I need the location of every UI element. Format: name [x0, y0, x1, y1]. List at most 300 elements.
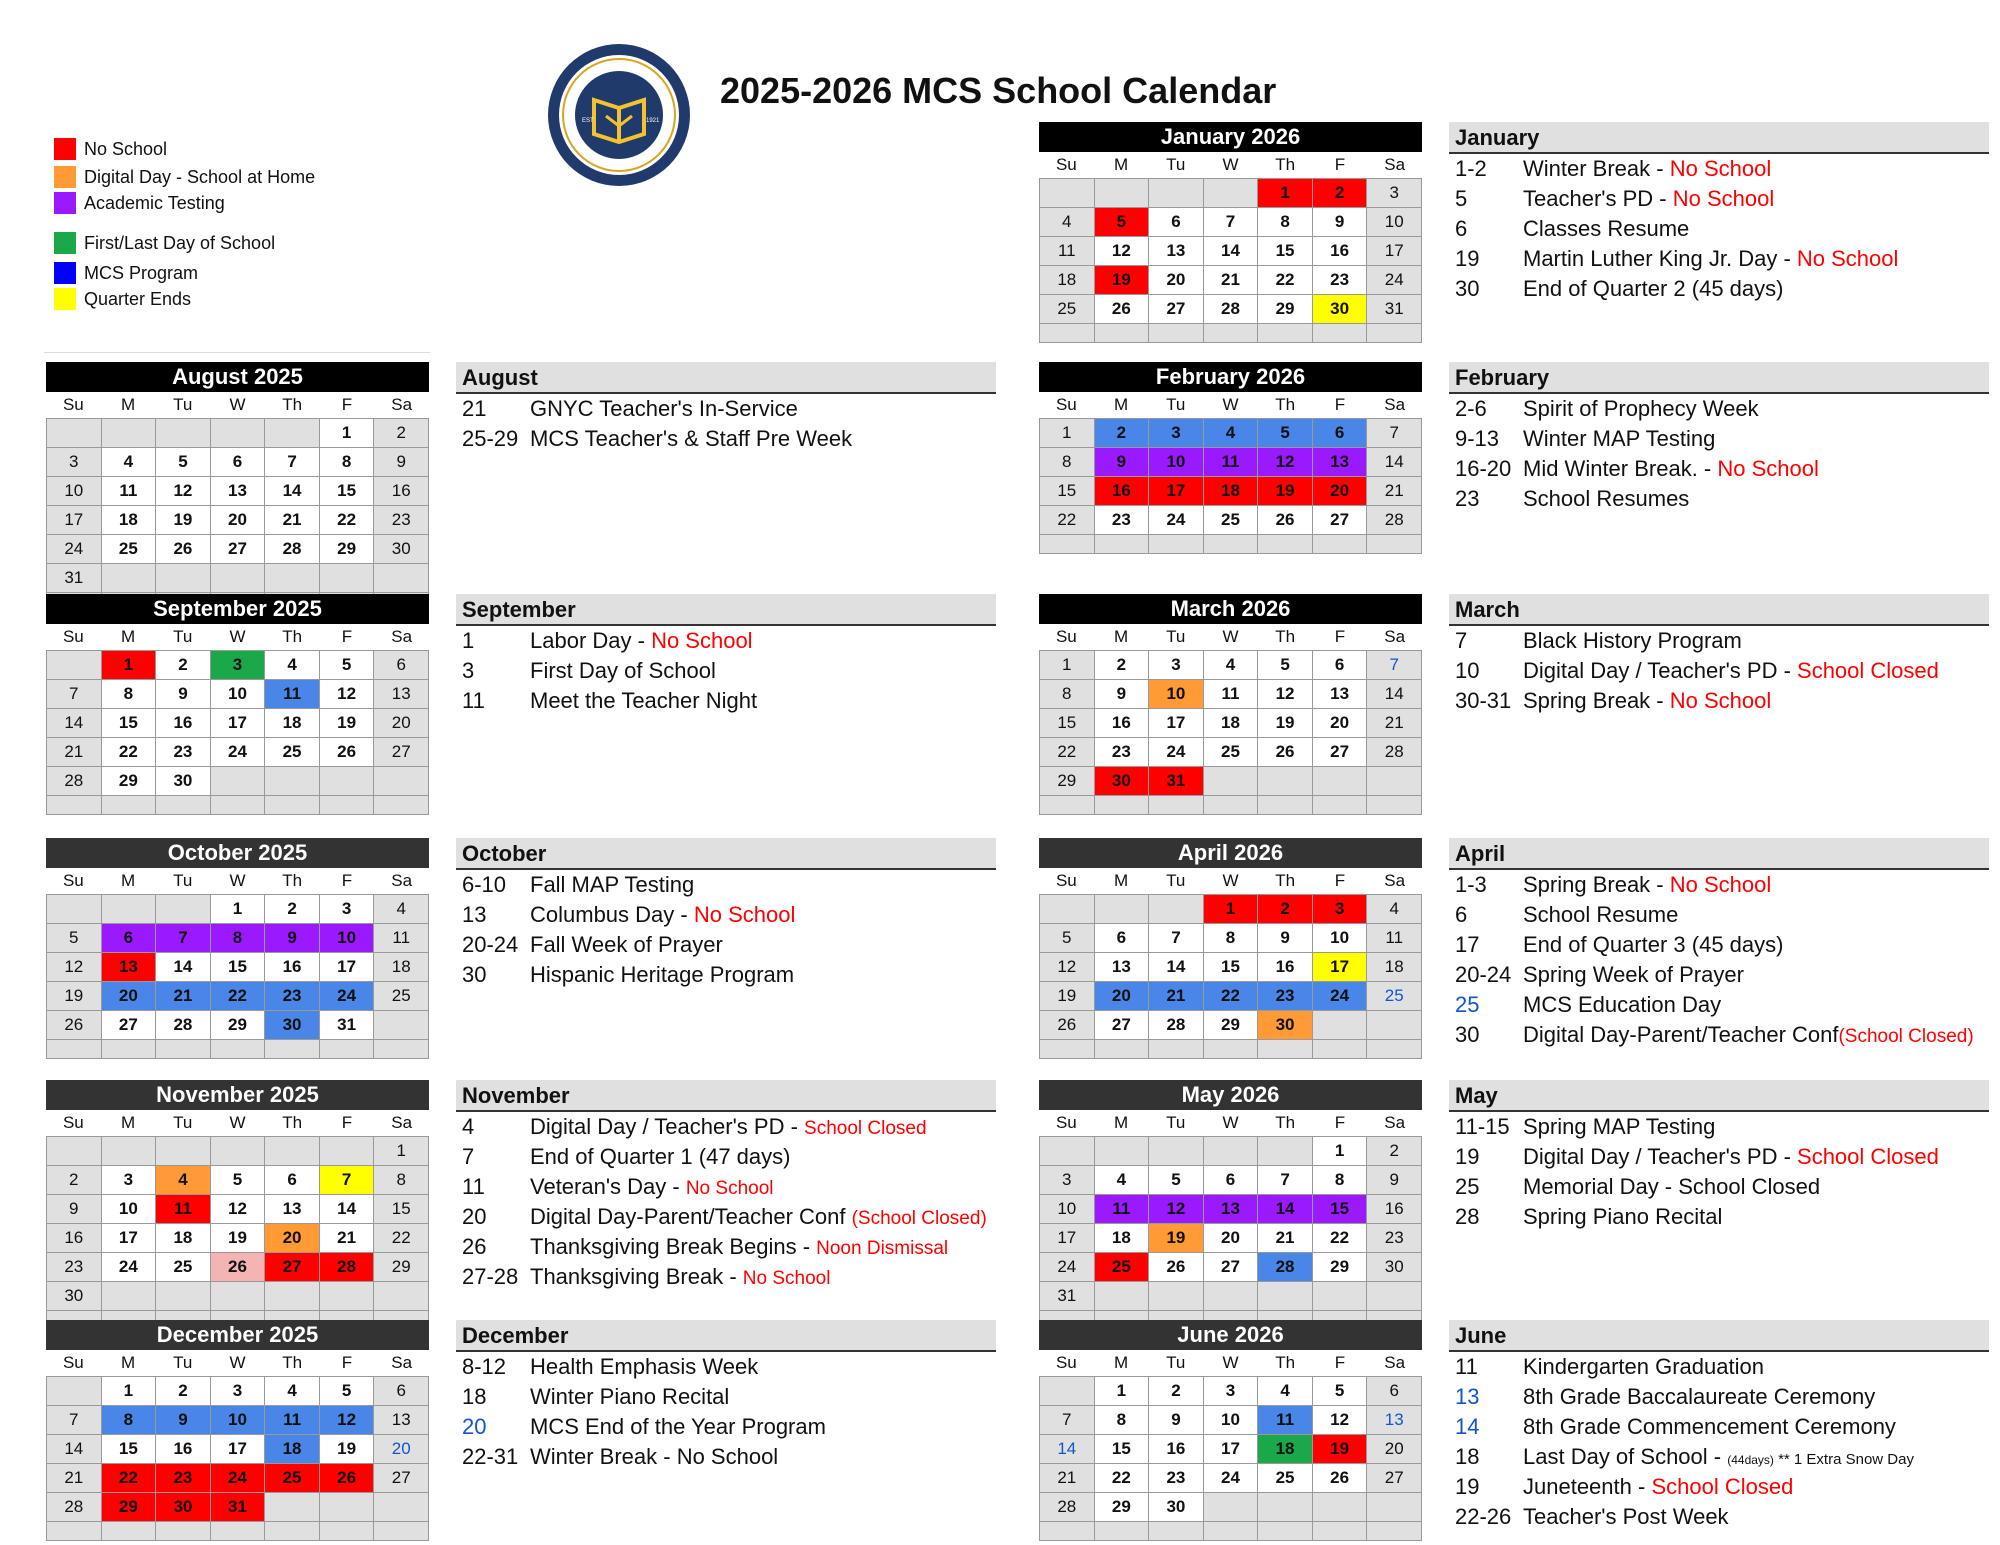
day-cell: 13: [1313, 448, 1368, 477]
legend-swatch: [54, 138, 76, 160]
day-cell: 25: [374, 982, 429, 1011]
day-cell: 9: [47, 1195, 102, 1224]
day-cell: 5: [1258, 419, 1313, 448]
day-cell: 5: [320, 1377, 375, 1406]
event-row: [456, 1382, 996, 1412]
empty-day-cell: [1367, 1522, 1422, 1541]
empty-day-cell: [102, 1040, 157, 1059]
weekday-label: Tu: [173, 1113, 193, 1132]
day-cell: 22: [320, 506, 375, 535]
event-date: 2-6: [1455, 396, 1487, 421]
day-cell: 3: [1149, 651, 1204, 680]
day-cell: 9: [374, 448, 429, 477]
day-cell: 16: [1367, 1195, 1422, 1224]
day-cell: 11: [1367, 924, 1422, 953]
empty-day-cell: [47, 651, 102, 680]
empty-day-cell: [265, 1040, 320, 1059]
day-cell: 4: [265, 651, 320, 680]
event-row: [1449, 930, 1989, 960]
weekday-label: Su: [62, 871, 84, 890]
event-description: Hispanic Heritage Program: [530, 962, 795, 987]
event-date: 20: [462, 1414, 487, 1439]
day-cell: 19: [1095, 266, 1150, 295]
event-description: Spring MAP Testing: [1523, 1114, 1716, 1139]
day-cell: 8: [320, 448, 375, 477]
day-cell: 9: [1095, 448, 1150, 477]
day-grid: [1039, 1136, 1422, 1330]
weekday-label: W: [1222, 1353, 1239, 1372]
weekday-label: W: [229, 1113, 246, 1132]
event-description: Digital Day / Teacher's PD - School Closed: [1523, 1144, 1939, 1169]
day-cell: 26: [1258, 506, 1313, 535]
empty-day-cell: [156, 796, 211, 815]
day-cell: 15: [102, 709, 157, 738]
empty-day-cell: [1040, 324, 1095, 343]
empty-day-cell: [156, 419, 211, 448]
day-cell: 10: [211, 1406, 266, 1435]
day-cell: 30: [1258, 1011, 1313, 1040]
day-cell: 25: [1095, 1253, 1150, 1282]
day-cell: 17: [47, 506, 102, 535]
empty-day-cell: [374, 1493, 429, 1522]
day-cell: 22: [211, 982, 266, 1011]
legend-item: [54, 192, 225, 214]
day-cell: 31: [1367, 295, 1422, 324]
empty-day-cell: [320, 1040, 375, 1059]
event-date: 19: [1455, 1144, 1480, 1169]
event-row: [456, 1412, 996, 1442]
day-cell: 2: [1258, 895, 1313, 924]
day-cell: 24: [211, 738, 266, 767]
day-cell: 24: [1204, 1464, 1259, 1493]
event-list-title: August: [456, 362, 996, 394]
day-cell: 17: [211, 709, 266, 738]
day-cell: 3: [1313, 895, 1368, 924]
day-cell: 22: [1204, 982, 1259, 1011]
day-cell: 28: [156, 1011, 211, 1040]
empty-day-cell: [47, 1377, 102, 1406]
month-title: January 2026: [1039, 122, 1422, 152]
day-cell: 16: [1149, 1435, 1204, 1464]
weekday-label: Th: [1275, 395, 1296, 414]
day-cell: 25: [156, 1253, 211, 1282]
month-calendar: [1039, 1320, 1422, 1541]
day-cell: 7: [1367, 651, 1422, 680]
day-cell: 8: [1204, 924, 1259, 953]
weekday-label: M: [1113, 627, 1129, 646]
weekday-label: F: [1334, 395, 1346, 414]
weekday-label: Sa: [391, 395, 413, 414]
event-date: 25: [1455, 1174, 1480, 1199]
weekday-label: Th: [282, 1353, 303, 1372]
weekday-label: Tu: [1166, 395, 1186, 414]
day-cell: 22: [102, 1464, 157, 1493]
day-cell: 7: [156, 924, 211, 953]
event-row: [456, 930, 996, 960]
empty-day-cell: [1095, 1137, 1150, 1166]
day-cell: 22: [1313, 1224, 1368, 1253]
event-description: MCS Teacher's & Staff Pre Week: [530, 426, 853, 451]
empty-day-cell: [1040, 796, 1095, 815]
day-cell: 9: [1149, 1406, 1204, 1435]
day-cell: 4: [156, 1166, 211, 1195]
day-cell: 6: [1367, 1377, 1422, 1406]
day-cell: 12: [1095, 237, 1150, 266]
legend-item: [54, 166, 315, 188]
day-cell: 13: [102, 953, 157, 982]
day-grid: [46, 894, 429, 1059]
day-cell: 10: [102, 1195, 157, 1224]
month-title: November 2025: [46, 1080, 429, 1110]
day-cell: 3: [1149, 419, 1204, 448]
day-cell: 12: [320, 680, 375, 709]
empty-day-cell: [1313, 1282, 1368, 1311]
day-cell: 16: [47, 1224, 102, 1253]
day-cell: 28: [1149, 1011, 1204, 1040]
event-date: 13: [1455, 1384, 1480, 1409]
day-cell: 29: [1313, 1253, 1368, 1282]
weekday-header: [46, 1110, 429, 1136]
month-title: September 2025: [46, 594, 429, 624]
empty-day-cell: [1204, 1282, 1259, 1311]
event-date: 7: [1455, 628, 1468, 653]
day-cell: 23: [1258, 982, 1313, 1011]
empty-day-cell: [374, 796, 429, 815]
legend: [44, 120, 430, 353]
day-cell: 7: [47, 680, 102, 709]
weekday-label: F: [341, 395, 353, 414]
empty-day-cell: [320, 1137, 375, 1166]
day-cell: 6: [374, 651, 429, 680]
day-cell: 3: [211, 1377, 266, 1406]
event-description: Last Day of School - (44days) ** 1 Extra Snow Day: [1523, 1444, 1914, 1469]
day-cell: 2: [1095, 651, 1150, 680]
event-date: 25-29: [462, 426, 519, 451]
weekday-label: M: [120, 395, 136, 414]
event-description: Columbus Day - No School: [530, 902, 796, 927]
weekday-label: M: [1113, 155, 1129, 174]
day-cell: 27: [102, 1011, 157, 1040]
weekday-label: M: [120, 627, 136, 646]
month-calendar: [1039, 594, 1422, 815]
month-calendar: [46, 1320, 429, 1541]
day-cell: 4: [1367, 895, 1422, 924]
event-row: [456, 870, 996, 900]
day-cell: 18: [1258, 1435, 1313, 1464]
legend-label: First/Last Day of School: [84, 232, 276, 253]
empty-day-cell: [1258, 1493, 1313, 1522]
event-list-march: [1449, 594, 1989, 716]
weekday-label: Sa: [1384, 1353, 1406, 1372]
day-cell: 6: [1095, 924, 1150, 953]
event-description: Digital Day-Parent/Teacher Conf(School Closed): [1523, 1022, 1974, 1047]
day-cell: 19: [1313, 1435, 1368, 1464]
event-description: End of Quarter 2 (45 days): [1523, 276, 1784, 301]
event-description: End of Quarter 1 (47 days): [530, 1144, 791, 1169]
day-cell: 13: [1149, 237, 1204, 266]
day-cell: 17: [1313, 953, 1368, 982]
event-date: 19: [1455, 246, 1480, 271]
legend-swatch: [54, 232, 76, 254]
day-cell: 5: [1040, 924, 1095, 953]
day-cell: 8: [102, 1406, 157, 1435]
weekday-label: W: [1222, 627, 1239, 646]
event-date: 8-12: [462, 1354, 507, 1379]
weekday-label: Tu: [1166, 155, 1186, 174]
weekday-label: M: [1113, 871, 1129, 890]
event-date: 30: [462, 962, 487, 987]
empty-day-cell: [1204, 796, 1259, 815]
empty-day-cell: [265, 767, 320, 796]
empty-day-cell: [265, 1493, 320, 1522]
day-cell: 7: [1204, 208, 1259, 237]
event-date: 18: [462, 1384, 487, 1409]
event-row: [1449, 1112, 1989, 1142]
day-cell: 24: [1313, 982, 1368, 1011]
event-description: Spirit of Prophecy Week: [1523, 396, 1759, 421]
event-date: 11: [1455, 1354, 1478, 1379]
empty-day-cell: [47, 1522, 102, 1541]
day-cell: 20: [1367, 1435, 1422, 1464]
event-list-january: [1449, 122, 1989, 304]
event-description: Digital Day / Teacher's PD - School Closed: [1523, 658, 1939, 683]
day-cell: 13: [1313, 680, 1368, 709]
day-cell: 15: [1040, 477, 1095, 506]
day-cell: 26: [47, 1011, 102, 1040]
event-row: [1449, 454, 1989, 484]
event-description: Fall Week of Prayer: [530, 932, 723, 957]
empty-day-cell: [211, 1040, 266, 1059]
day-cell: 16: [374, 477, 429, 506]
day-cell: 30: [1095, 767, 1150, 796]
day-cell: 28: [1367, 506, 1422, 535]
empty-day-cell: [156, 1522, 211, 1541]
day-cell: 23: [1367, 1224, 1422, 1253]
empty-day-cell: [102, 564, 157, 593]
day-cell: 20: [211, 506, 266, 535]
weekday-label: M: [120, 1113, 136, 1132]
event-row: [456, 1262, 996, 1292]
legend-item: [54, 232, 275, 254]
empty-day-cell: [1095, 1040, 1150, 1059]
day-cell: 10: [1204, 1406, 1259, 1435]
day-cell: 26: [1095, 295, 1150, 324]
month-title: June 2026: [1039, 1320, 1422, 1350]
event-date: 20-24: [462, 932, 519, 957]
weekday-label: Th: [1275, 155, 1296, 174]
event-date: 23: [1455, 486, 1480, 511]
day-cell: 17: [102, 1224, 157, 1253]
day-cell: 1: [102, 1377, 157, 1406]
event-list-title: June: [1449, 1320, 1989, 1352]
event-row: [1449, 154, 1989, 184]
day-cell: 3: [1040, 1166, 1095, 1195]
day-cell: 10: [1149, 680, 1204, 709]
day-cell: 13: [1204, 1195, 1259, 1224]
day-cell: 6: [1313, 651, 1368, 680]
empty-day-cell: [102, 796, 157, 815]
day-cell: 29: [374, 1253, 429, 1282]
empty-day-cell: [374, 1040, 429, 1059]
weekday-header: [1039, 868, 1422, 894]
day-cell: 17: [1149, 477, 1204, 506]
day-cell: 7: [320, 1166, 375, 1195]
day-cell: 2: [1367, 1137, 1422, 1166]
weekday-label: W: [229, 871, 246, 890]
event-description: Winter MAP Testing: [1523, 426, 1716, 451]
day-cell: 2: [1313, 179, 1368, 208]
weekday-label: Sa: [391, 1353, 413, 1372]
empty-day-cell: [1313, 1040, 1368, 1059]
day-cell: 14: [156, 953, 211, 982]
day-cell: 15: [1313, 1195, 1368, 1224]
weekday-label: Su: [1055, 627, 1077, 646]
day-cell: 1: [1204, 895, 1259, 924]
day-cell: 9: [1313, 208, 1368, 237]
day-cell: 22: [102, 738, 157, 767]
event-row: [1449, 656, 1989, 686]
day-cell: 16: [265, 953, 320, 982]
day-cell: 1: [320, 419, 375, 448]
day-cell: 21: [47, 1464, 102, 1493]
day-cell: 5: [1313, 1377, 1368, 1406]
day-cell: 25: [102, 535, 157, 564]
weekday-label: Tu: [1166, 627, 1186, 646]
empty-day-cell: [211, 1282, 266, 1311]
day-cell: 24: [211, 1464, 266, 1493]
day-cell: 17: [320, 953, 375, 982]
weekday-label: W: [229, 627, 246, 646]
day-cell: 9: [1095, 680, 1150, 709]
day-grid: [1039, 178, 1422, 343]
event-list-title: May: [1449, 1080, 1989, 1112]
day-cell: 10: [1040, 1195, 1095, 1224]
event-row: [456, 1232, 996, 1262]
empty-day-cell: [1204, 1522, 1259, 1541]
weekday-label: F: [1334, 155, 1346, 174]
weekday-label: Sa: [1384, 1113, 1406, 1132]
empty-day-cell: [1204, 179, 1259, 208]
day-cell: 24: [1149, 506, 1204, 535]
legend-item: [54, 138, 167, 160]
day-cell: 8: [374, 1166, 429, 1195]
day-cell: 17: [211, 1435, 266, 1464]
weekday-label: Th: [282, 1113, 303, 1132]
event-row: [456, 656, 996, 686]
event-list-title: December: [456, 1320, 996, 1352]
day-cell: 30: [156, 1493, 211, 1522]
event-row: [1449, 1020, 1989, 1050]
day-cell: 28: [1258, 1253, 1313, 1282]
empty-day-cell: [320, 796, 375, 815]
weekday-label: F: [341, 871, 353, 890]
school-logo: [546, 42, 692, 188]
empty-day-cell: [47, 895, 102, 924]
weekday-label: M: [1113, 1353, 1129, 1372]
event-date: 11: [462, 688, 485, 713]
event-date: 21: [462, 396, 487, 421]
day-cell: 6: [374, 1377, 429, 1406]
event-list-title: February: [1449, 362, 1989, 394]
empty-day-cell: [47, 1137, 102, 1166]
day-cell: 29: [1204, 1011, 1259, 1040]
day-cell: 29: [1095, 1493, 1150, 1522]
empty-day-cell: [1095, 535, 1150, 554]
event-description: MCS Education Day: [1523, 992, 1722, 1017]
day-cell: 14: [1149, 953, 1204, 982]
event-description: Thanksgiving Break Begins - Noon Dismissal: [530, 1234, 949, 1259]
day-cell: 18: [265, 1435, 320, 1464]
day-grid: [1039, 650, 1422, 815]
weekday-label: Tu: [1166, 871, 1186, 890]
weekday-label: Tu: [173, 627, 193, 646]
weekday-label: Th: [282, 871, 303, 890]
day-cell: 24: [1149, 738, 1204, 767]
event-description: Winter Break - No School: [1523, 156, 1772, 181]
day-cell: 26: [320, 1464, 375, 1493]
weekday-label: Su: [1055, 395, 1077, 414]
day-cell: 21: [1367, 709, 1422, 738]
event-row: [1449, 990, 1989, 1020]
day-cell: 25: [1204, 738, 1259, 767]
empty-day-cell: [1367, 1493, 1422, 1522]
day-cell: 14: [265, 477, 320, 506]
empty-day-cell: [265, 419, 320, 448]
empty-day-cell: [1149, 1137, 1204, 1166]
day-cell: 29: [211, 1011, 266, 1040]
month-calendar: [1039, 122, 1422, 343]
weekday-label: Tu: [173, 1353, 193, 1372]
day-cell: 21: [1149, 982, 1204, 1011]
day-cell: 18: [1367, 953, 1422, 982]
day-cell: 21: [1204, 266, 1259, 295]
weekday-header: [1039, 1350, 1422, 1376]
event-row: [1449, 900, 1989, 930]
day-cell: 4: [1204, 651, 1259, 680]
weekday-label: M: [120, 871, 136, 890]
empty-day-cell: [1095, 179, 1150, 208]
day-cell: 21: [1040, 1464, 1095, 1493]
event-date: 20: [462, 1204, 487, 1229]
empty-day-cell: [1367, 324, 1422, 343]
weekday-label: W: [229, 1353, 246, 1372]
day-cell: 30: [1313, 295, 1368, 324]
weekday-label: Su: [62, 1353, 84, 1372]
day-cell: 20: [1313, 477, 1368, 506]
day-cell: 22: [374, 1224, 429, 1253]
day-cell: 10: [320, 924, 375, 953]
day-cell: 6: [1149, 208, 1204, 237]
event-date: 30: [1455, 276, 1480, 301]
event-list-may: [1449, 1080, 1989, 1232]
event-row: [456, 424, 996, 454]
day-cell: 15: [1040, 709, 1095, 738]
day-cell: 19: [156, 506, 211, 535]
event-date: 10: [1455, 658, 1480, 683]
event-row: [1449, 184, 1989, 214]
day-cell: 30: [47, 1282, 102, 1311]
day-cell: 27: [1367, 1464, 1422, 1493]
event-date: 16-20: [1455, 456, 1512, 481]
empty-day-cell: [320, 564, 375, 593]
day-cell: 27: [211, 535, 266, 564]
event-row: [1449, 214, 1989, 244]
day-cell: 26: [320, 738, 375, 767]
event-date: 13: [462, 902, 487, 927]
legend-swatch: [54, 288, 76, 310]
empty-day-cell: [1258, 1522, 1313, 1541]
event-row: [456, 960, 996, 990]
